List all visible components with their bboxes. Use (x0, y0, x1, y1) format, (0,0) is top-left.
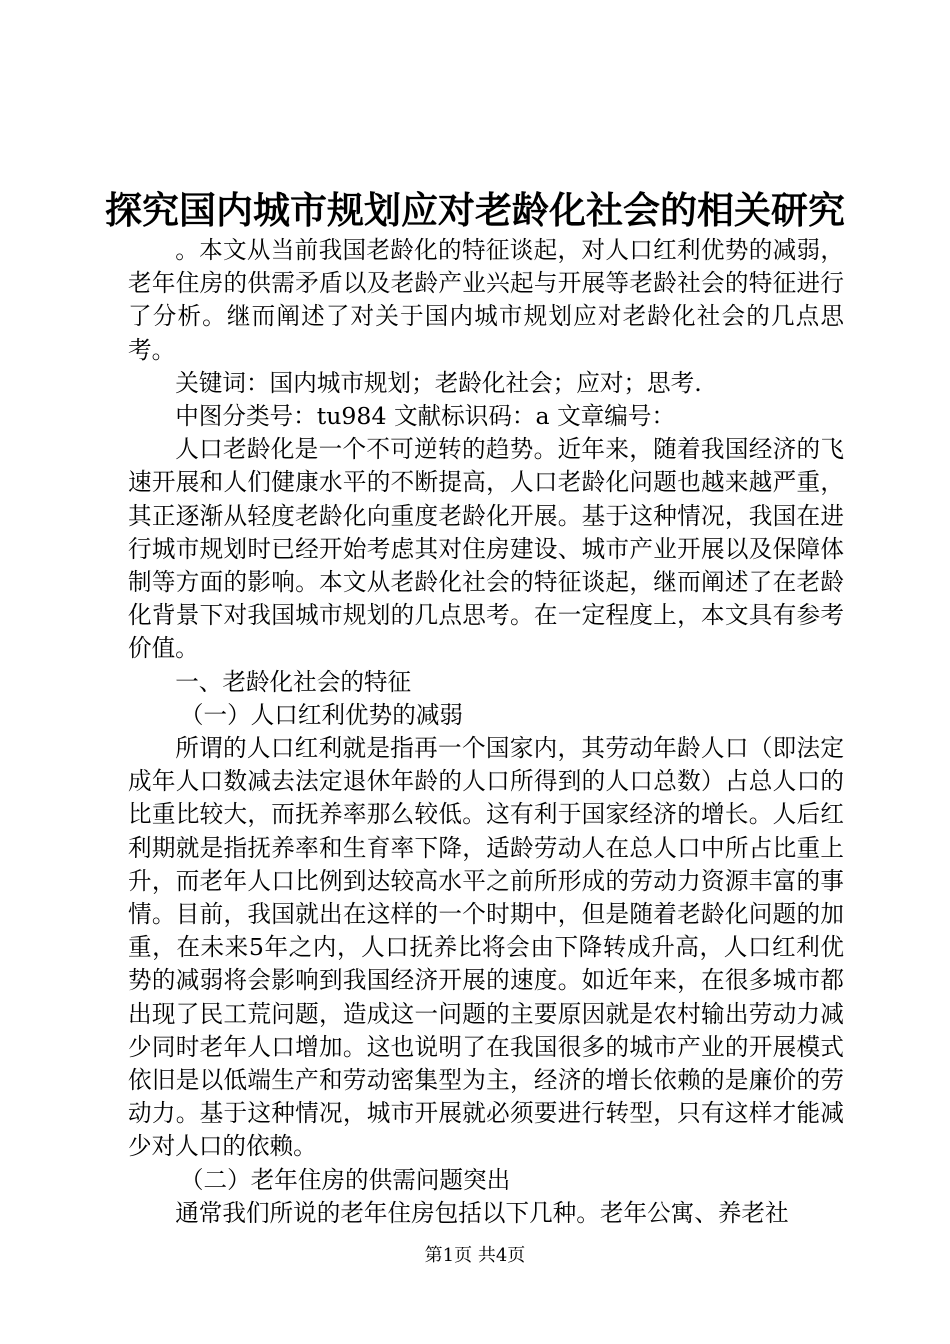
document-title: 探究国内城市规划应对老龄化社会的相关研究 (105, 188, 845, 232)
classification-line: 中图分类号：tu984 文献标识码：a 文章编号： (175, 402, 676, 431)
abstract-paragraph: 。本文从当前我国老龄化的特征谈起，对人口红利优势的减弱，老年住房的供需矛盾以及老龄产业兴起与开展等老龄社会的特征进行了分析。继而阐述了对关于国内城市规划应对老龄化社会的几点思考。 (128, 236, 844, 364)
page-footer: 第1页 共4页 (424, 1245, 526, 1266)
body-paragraph-2: 通常我们所说的老年住房包括以下几种。老年公寓、养老社 (175, 1198, 789, 1227)
body-paragraph-1: 所谓的人口红利就是指再一个国家内，其劳动年龄人口（即法定成年人口数减去法定退休年龄的人口所得到的人口总数）占总人口的比重比较大，而抚养率那么较低。这有利于国家经济的增长。人后红利期就是指抚养率和生育率下降，适龄劳动人在总人口中所占比重上升，而老年人口比例到达较高水平之前所形成的劳动力资源丰富的事情。目前，我国就出在这样的一个时期中，但是随着老龄化问题的加重，在未来5年之内，人口抚养比将会由下降转成升高，人口红利优势的减弱将会影响到我国经济开展的速度。如近年来，在很多城市都出现了民工荒问题，造成这一问题的主要原因就是农村输出劳动力减少同时老年人口增加。这也说明了在我国很多的城市产业的开展模式依旧是以低端生产和劳动密集型为主，经济的增长依赖的是廉价的劳动力。基于这种情况，城市开展就必须要进行转型，只有这样才能减少对人口的依赖。 (128, 734, 844, 1161)
keywords-line: 关键词：国内城市规划；老龄化社会；应对；思考. (175, 368, 702, 397)
subsection-heading-1: （一）人口红利优势的减弱 (179, 700, 464, 729)
document-body (128, 234, 844, 1230)
section-heading-1: 一、老龄化社会的特征 (175, 667, 412, 696)
subsection-heading-2: （二）老年住房的供需问题突出 (179, 1165, 511, 1194)
intro-paragraph: 人口老龄化是一个不可逆转的趋势。近年来，随着我国经济的飞速开展和人们健康水平的不断提高，人口老龄化问题也越来越严重，其正逐渐从轻度老龄化向重度老龄化开展。基于这种情况，我国在进行城市规划时已经开始考虑其对住房建设、城市产业开展以及保障体制等方面的影响。本文从老龄化社会的特征谈起，继而阐述了在老龄化背景下对我国城市规划的几点思考。在一定程度上，本文具有参考价值。 (128, 435, 844, 663)
